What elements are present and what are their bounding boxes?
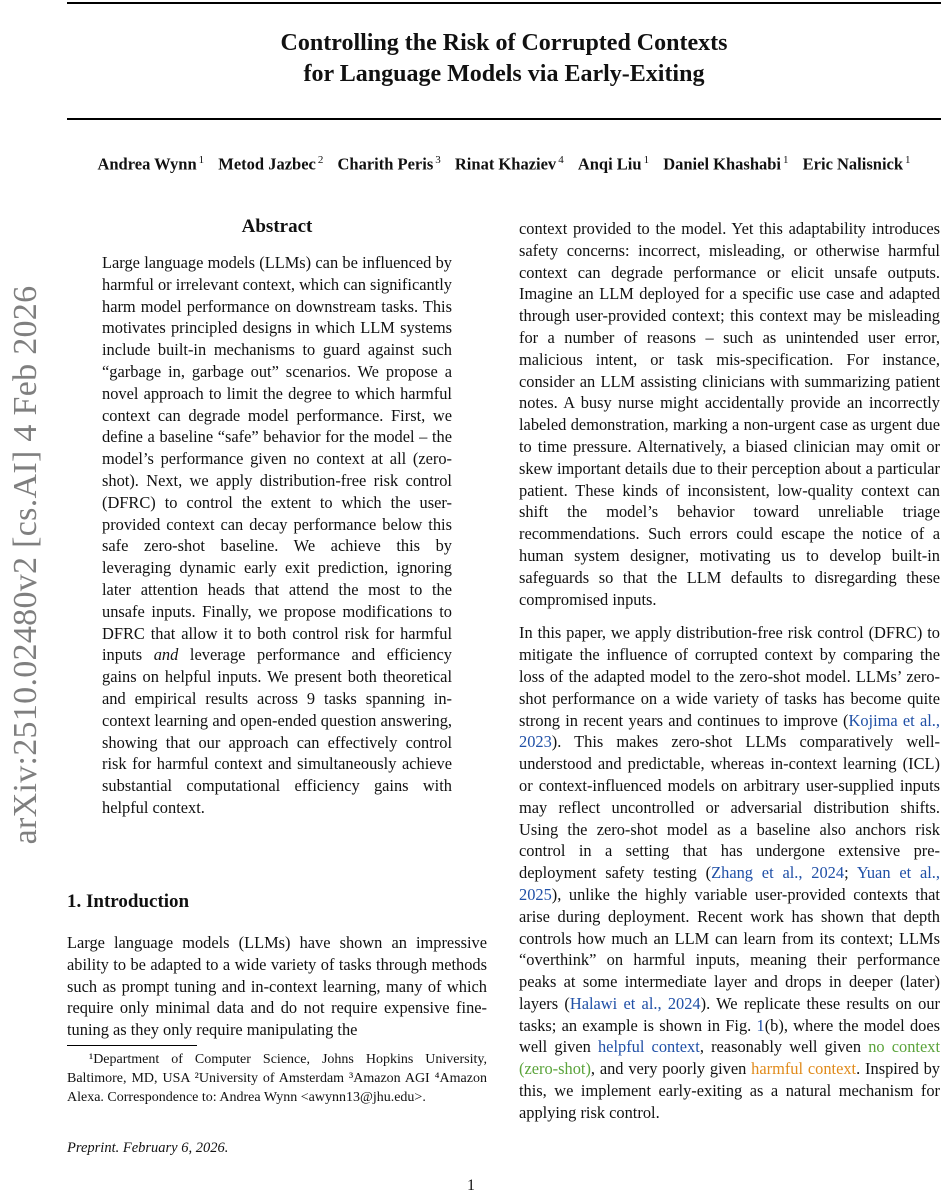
title-line-2: for Language Models via Early-Exiting xyxy=(303,61,705,87)
citation-link[interactable]: Halawi et al., 2024 xyxy=(569,993,701,1013)
figure-link[interactable]: 1 xyxy=(756,1015,765,1035)
harmful-context-label: harmful context xyxy=(751,1059,857,1079)
author-list xyxy=(67,154,941,175)
top-rule xyxy=(67,2,941,4)
abstract-body: Large language models (LLMs) can be influenced by harmful or irrelevant context, which can significantly harm model performance on downstream tasks. This motivates principled designs in which LLM systems include built-in mechanisms to guard against such “garbage in, garbage out” scenarios. We propose a novel approach to limit the degree to which harmful context can degrade model performance. First, we define a baseline “safe” behavior for the model – the model’s performance given no context at all (zero-shot). Next, we apply distribution-free risk control (DFRC) to control the extent to which the user-provided context can decay performance below this safe zero-shot baseline. We achieve this by leveraging dynamic early exit prediction, ignoring later attention heads that attend the most to the unsafe inputs. Finally, we propose modifications to DFRC that allow it to both control risk for harmful inputs and leverage performance and efficiency gains on helpful inputs. We present both theoretical and empirical results across 9 tasks spanning in-context learning and open-ended question answering, showing that our approach can effectively control risk for harmful context and simultaneously achieve substantial computational efficiency gains with helpful context. xyxy=(102,253,452,817)
author: Metod Jazbec $^2$ xyxy=(218,154,324,174)
citation-link[interactable]: Yuan et al., 2025 xyxy=(519,863,941,904)
right-column xyxy=(519,218,940,1124)
arxiv-watermark xyxy=(6,0,46,1200)
title-line-1: Controlling the Risk of Corrupted Contexts xyxy=(280,30,728,56)
citation-link[interactable]: Zhang et al., 2024 xyxy=(711,863,845,883)
helpful-context-label: helpful context xyxy=(597,1037,700,1057)
intro-left-paragraph: Large language models (LLMs) have shown an impressive ability to be adapted to a wide variety of tasks through methods such as prompt tuning and in-context learning, many of which require only minimal data and do not require expensive fine-tuning as they only require manipulating the xyxy=(67,933,487,1040)
author: Rinat Khaziev $^4$ xyxy=(454,154,564,174)
author: Charith Peris $^3$ xyxy=(337,154,441,174)
section-heading-introduction: 1. Introduction xyxy=(67,891,190,912)
paragraph: In this paper, we apply distribution-free risk control (DFRC) to mitigate the influence of corrupted context by comparing the loss of the adapted model to the zero-shot model. LLMs’ zero-shot performance on a wide variety of tasks has become quite strong in recent years and continues to improve (Kojima et al., 2023). This makes zero-shot LLMs comparatively well-understood and predictable, whereas in-context learning (ICL) or context-influenced models on arbitrary user-supplied inputs may reflect uncontrolled or adversarial distribution shifts. Using the zero-shot model as a baseline also anchors risk control in a setting that has undergone extensive pre-deployment safety testing (Zhang et al., 2024; Yuan et al., 2025), unlike the highly variable user-provided contexts that arise during deployment. Recent work has shown that depth controls how much an LLM can learn from its context; LLMs “overthink” on harmful inputs, meaning their performance peaks at some intermediate layer and drops in deeper (later) layers (Halawi et al., 2024). We replicate these results on our tasks; an example is shown in Fig. 1(b), where the model does well given helpful context, reasonably well given no context (zero-shot), and very poorly given harmful context. Inspired by this, we implement early-exiting as a natural mechanism for applying risk control. xyxy=(519,623,941,1122)
author: Daniel Khashabi $^1$ xyxy=(663,154,789,174)
title-rule xyxy=(67,118,941,120)
footnote-rule xyxy=(67,1045,197,1046)
author: Anqi Liu $^1$ xyxy=(577,154,650,174)
author: Eric Nalisnick $^1$ xyxy=(802,154,911,174)
zero-shot-label: no context (zero-shot) xyxy=(519,1037,940,1079)
page-number: 1 xyxy=(467,1177,475,1194)
preprint-note: Preprint. February 6, 2026. xyxy=(67,1140,229,1156)
author: Andrea Wynn $^1$ xyxy=(97,154,205,174)
abstract-heading: Abstract xyxy=(241,216,313,237)
citation-link[interactable]: Kojima et al., 2023 xyxy=(519,710,940,752)
paragraph: context provided to the model. Yet this adaptability introduces safety concerns: incorrect, misleading, or otherwise harmful context can degrade performance or elicit unsafe outputs. Imagine an LLM deployed for a specific use case and adapted through user-provided context; this context may be misleading for a number of reasons – such as unintended user error, malicious intent, or task mis-specification. For instance, consider an LLM assisting clinicians with summarizing patient notes. A busy nurse might accidentally provide an incorrectly labeled demonstration, marking a non-urgent case as urgent due to time pressure. Alternatively, a biased clinician may omit or skew important details due to their perception about a particular patient. These kinds of inconsistent, low-quality context can shift the model’s behavior toward unreliable triage recommendations. Such errors could escape the notice of a human system designer, motivating us to develop built-in safeguards so that the LLM defaults to disregarding these compromised inputs. xyxy=(519,219,940,609)
arxiv-id[interactable]: arXiv:2510.02480v2 [cs.AI] 4 Feb 2026 xyxy=(7,285,44,845)
paper-title xyxy=(67,28,941,90)
affiliation-footnote: ¹Department of Computer Science, Johns Hopkins University, Baltimore, MD, USA ²University of Amsterdam ³Amazon AGI ⁴Amazon Alexa. Correspondence to: Andrea Wynn <awynn13@jhu.edu>. xyxy=(67,1052,487,1105)
